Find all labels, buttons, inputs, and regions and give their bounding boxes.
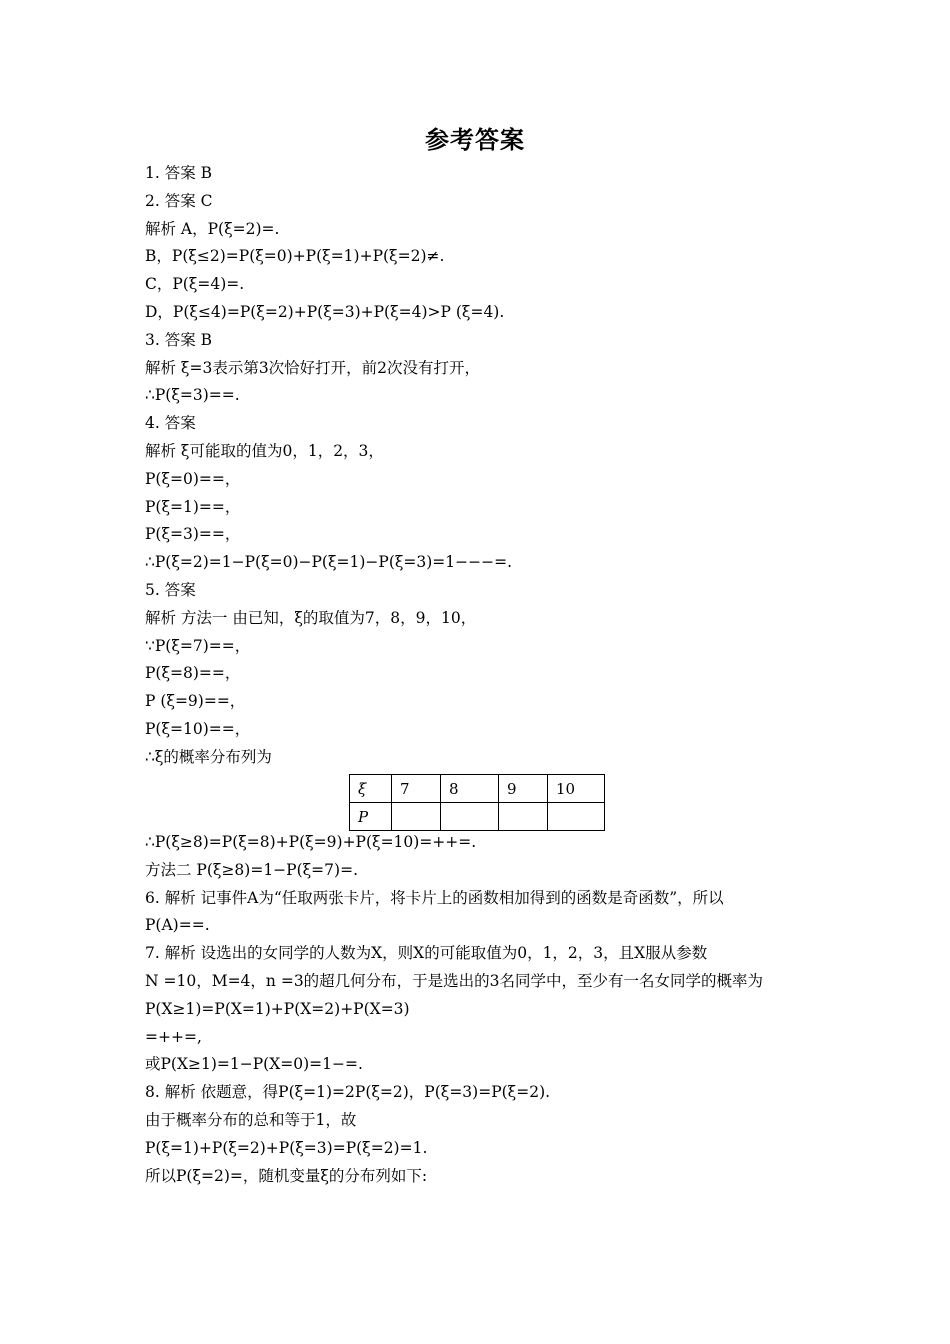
- text-line: ∴ξ的概率分布列为: [145, 747, 272, 766]
- text-line: 7. 解析 设选出的女同学的人数为X，则X的可能取值为0，1，2，3，且X服从参数: [145, 944, 708, 963]
- text-line: P(ξ=1)==，: [145, 497, 241, 516]
- text-line: ∴P(ξ≥8)=P(ξ=8)+P(ξ=9)+P(ξ=10)=++=.: [145, 833, 477, 851]
- text-line: 3. 答案 B: [145, 330, 213, 349]
- text-line: D，P(ξ≤4)=P(ξ=2)+P(ξ=3)+P(ξ=4)>P (ξ=4).: [145, 302, 505, 321]
- table-cell: 10: [548, 775, 605, 803]
- text-line: P(ξ=3)==，: [145, 525, 241, 544]
- text-line: ∴P(ξ=3)==.: [145, 386, 240, 405]
- text-line: 方法二 P(ξ≥8)=1−P(ξ=7)=.: [145, 860, 358, 879]
- text-line: P(X≥1)=P(X=1)+P(X=2)+P(X=3): [145, 999, 410, 1018]
- text-line: 1. 答案 B: [145, 164, 213, 182]
- text-line: 解析 方法一 由已知，ξ的取值为7，8，9，10，: [145, 608, 477, 627]
- text-line: P(ξ=10)==，: [145, 719, 251, 738]
- text-line: 8. 解析 依题意，得P(ξ=1)=2P(ξ=2)，P(ξ=3)=P(ξ=2).: [145, 1083, 551, 1102]
- page-title: 参考答案: [425, 126, 525, 154]
- table-cell: 9: [499, 775, 548, 803]
- text-line: 4. 答案: [145, 414, 196, 433]
- text-line: P(A)==.: [145, 916, 210, 935]
- text-line: P(ξ=8)==，: [145, 664, 241, 683]
- text-line: 解析 A，P(ξ=2)=.: [145, 219, 280, 238]
- text-line: P (ξ=9)==，: [145, 692, 246, 711]
- table-cell: [441, 803, 499, 831]
- distribution-table: [349, 774, 605, 831]
- table-cell: 7: [392, 775, 441, 803]
- table-cell: ξ: [350, 775, 392, 803]
- text-line: 解析 ξ=3表示第3次恰好打开，前2次没有打开，: [145, 358, 481, 377]
- text-line: 解析 ξ可能取的值为0，1，2，3，: [145, 441, 384, 460]
- text-line: 6. 解析 记事件A为“任取两张卡片，将卡片上的函数相加得到的函数是奇函数”，所以: [145, 888, 724, 907]
- text-line: ∴P(ξ=2)=1−P(ξ=0)−P(ξ=1)−P(ξ=3)=1−−−=.: [145, 553, 513, 572]
- table-row: [350, 803, 605, 831]
- text-line: ∵P(ξ=7)==，: [145, 636, 251, 655]
- text-line: P(ξ=0)==，: [145, 469, 241, 488]
- text-line: 由于概率分布的总和等于1，故: [145, 1110, 357, 1129]
- text-line: N =10，M=4，n =3的超几何分布，于是选出的3名同学中，至少有一名女同学的概率为: [145, 971, 764, 990]
- text-line: 或P(X≥1)=1−P(X=0)=1−=.: [145, 1055, 363, 1074]
- text-line: =++=,: [145, 1027, 202, 1046]
- text-line: 5. 答案: [145, 580, 196, 599]
- text-line: 所以P(ξ=2)=，随机变量ξ的分布列如下:: [145, 1166, 428, 1185]
- table-cell: [392, 803, 441, 831]
- answer-text-block-continued: [145, 829, 805, 1190]
- answer-text-block: [145, 160, 805, 772]
- text-line: P(ξ=1)+P(ξ=2)+P(ξ=3)=P(ξ=2)=1.: [145, 1138, 428, 1157]
- text-line: B，P(ξ≤2)=P(ξ=0)+P(ξ=1)+P(ξ=2)≠.: [145, 247, 445, 266]
- table-cell: 8: [441, 775, 499, 803]
- text-line: C，P(ξ=4)=.: [145, 275, 245, 294]
- table-cell: [499, 803, 548, 831]
- table-cell: [548, 803, 605, 831]
- text-line: 2. 答案 C: [145, 191, 213, 210]
- table-cell: P: [350, 803, 392, 831]
- table-row: [350, 775, 605, 803]
